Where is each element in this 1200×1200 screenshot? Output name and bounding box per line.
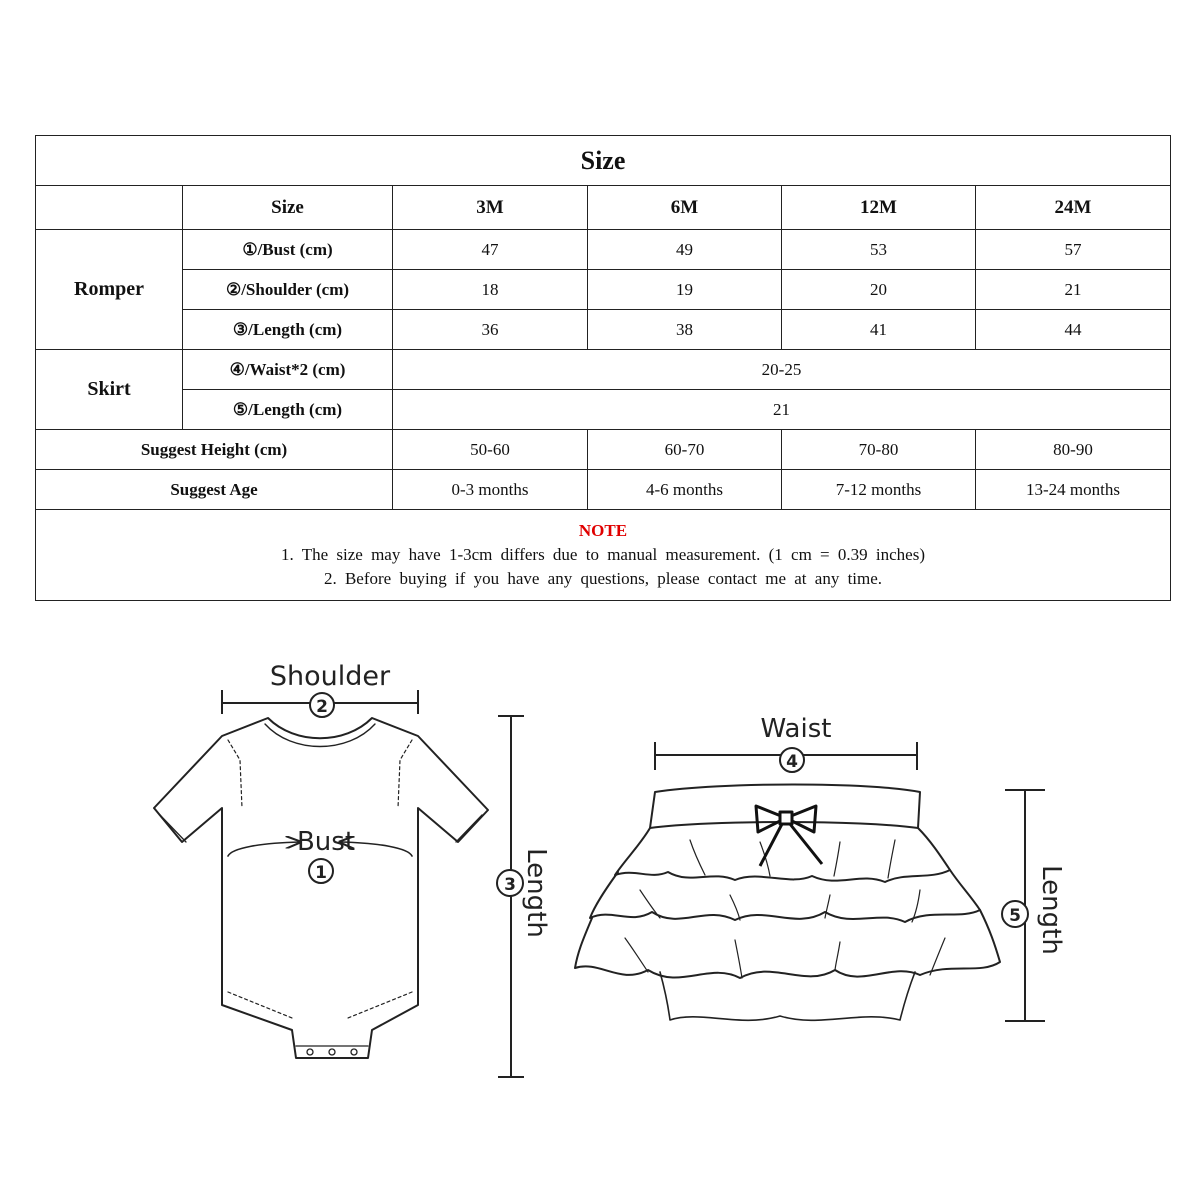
measurement-diagram xyxy=(0,600,1200,1200)
table-row xyxy=(36,350,1171,390)
skirt-group-label: Skirt xyxy=(36,350,183,430)
empty-corner xyxy=(36,186,183,230)
bust-number: 1 xyxy=(315,863,327,883)
note-title: NOTE xyxy=(578,521,628,540)
table-cell: 50-60 xyxy=(393,430,588,470)
table-cell: 70-80 xyxy=(782,430,976,470)
romper-group-label: Romper xyxy=(36,230,183,350)
table-cell: 19 xyxy=(588,270,782,310)
bust-label: ①/Bust (cm) xyxy=(183,230,393,270)
size-table xyxy=(35,135,1171,601)
table-title: Size xyxy=(36,136,1171,186)
table-cell: 21 xyxy=(393,390,1171,430)
shoulder-label: ②/Shoulder (cm) xyxy=(183,270,393,310)
bust-diagram-label: Bust xyxy=(296,827,356,857)
header-size-24m: 24M xyxy=(976,186,1171,230)
table-cell: 20-25 xyxy=(393,350,1171,390)
waist-diagram-label: Waist xyxy=(760,714,832,744)
romper-length-diagram-label: Length xyxy=(521,848,551,938)
header-size-6m: 6M xyxy=(588,186,782,230)
skirt-length-number: 5 xyxy=(1009,906,1021,926)
header-size-3m: 3M xyxy=(393,186,588,230)
bow-icon xyxy=(756,806,822,866)
table-cell: 47 xyxy=(393,230,588,270)
header-row xyxy=(36,186,1171,230)
table-row xyxy=(36,390,1171,430)
table-cell: 0-3 months xyxy=(393,470,588,510)
table-cell: 80-90 xyxy=(976,430,1171,470)
table-cell: 18 xyxy=(393,270,588,310)
table-cell: 20 xyxy=(782,270,976,310)
note-line-2: 2. Before buying if you have any questions, please contact me at any time. xyxy=(323,569,883,588)
waist-label: ④/Waist*2 (cm) xyxy=(183,350,393,390)
waist-number: 4 xyxy=(786,752,798,772)
skirt-length-diagram-label: Length xyxy=(1036,865,1066,955)
table-cell: 38 xyxy=(588,310,782,350)
skirt-length-label: ⑤/Length (cm) xyxy=(183,390,393,430)
table-row xyxy=(36,310,1171,350)
table-cell: 57 xyxy=(976,230,1171,270)
table-row xyxy=(36,230,1171,270)
table-cell: 53 xyxy=(782,230,976,270)
suggest-age-label: Suggest Age xyxy=(36,470,393,510)
shoulder-diagram-label: Shoulder xyxy=(269,661,391,692)
table-cell: 4-6 months xyxy=(588,470,782,510)
header-size-label: Size xyxy=(183,186,393,230)
romper-illustration xyxy=(154,718,488,1058)
header-size-12m: 12M xyxy=(782,186,976,230)
table-row xyxy=(36,270,1171,310)
table-cell: 49 xyxy=(588,230,782,270)
romper-length-label: ③/Length (cm) xyxy=(183,310,393,350)
suggest-height-label: Suggest Height (cm) xyxy=(36,430,393,470)
shoulder-number: 2 xyxy=(316,697,328,717)
table-cell: 36 xyxy=(393,310,588,350)
table-cell: 41 xyxy=(782,310,976,350)
romper-length-number: 3 xyxy=(504,875,516,895)
table-row xyxy=(36,430,1171,470)
note-section xyxy=(36,510,1171,601)
table-cell: 21 xyxy=(976,270,1171,310)
table-cell: 44 xyxy=(976,310,1171,350)
table-cell: 60-70 xyxy=(588,430,782,470)
note-line-1: 1. The size may have 1-3cm differs due to manual measurement. (1 cm = 0.39 inches) xyxy=(281,545,925,564)
table-row xyxy=(36,470,1171,510)
table-cell: 13-24 months xyxy=(976,470,1171,510)
table-cell: 7-12 months xyxy=(782,470,976,510)
